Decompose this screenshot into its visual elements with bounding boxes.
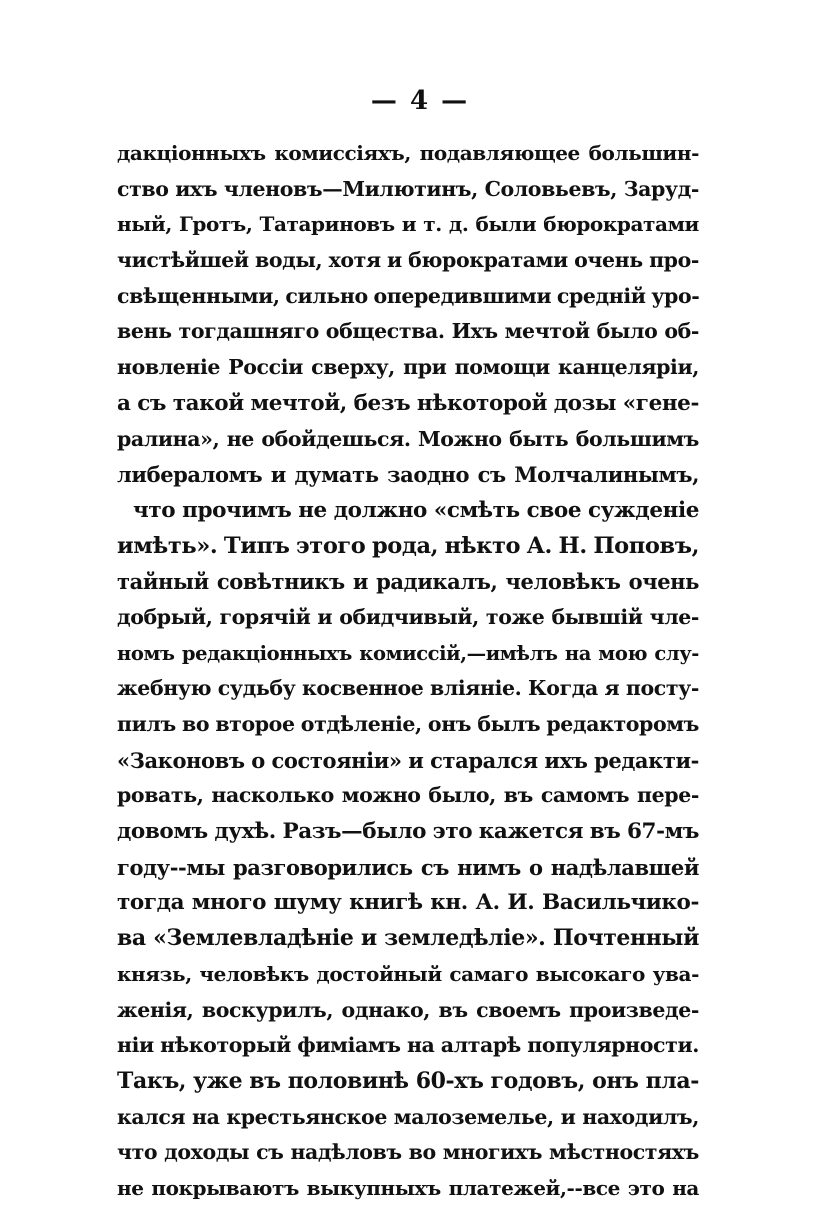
- text-line: имѣть». Типъ этого рода, нѣкто А. Н. Поповъ,: [117, 532, 699, 559]
- text-line: году--мы разговорились съ нимъ о надѣлавшей: [117, 854, 699, 880]
- text-line: тогда много шуму книгѣ кн. А. И. Васильчико-: [117, 890, 699, 916]
- text-line: что прочимъ не должно «смѣть свое сужденіе: [133, 497, 699, 523]
- text-line: ный, Гротъ, Татариновъ и т. д. были бюрократами: [117, 212, 699, 237]
- text-line: довомъ духѣ. Разъ—было это кажется въ 67-мъ: [117, 819, 699, 845]
- text-line: Такъ, уже въ половинѣ 60-хъ годовъ, онъ пла-: [117, 1067, 699, 1094]
- text-line: ніи нѣкоторый фиміамъ на алтарѣ популярности.: [117, 1033, 699, 1058]
- text-line: ство ихъ членовъ—Милютинъ, Соловьевъ, Заруд-: [117, 176, 699, 201]
- text-line: ровать, насколько можно было, въ самомъ пере-: [117, 783, 699, 808]
- text-line: ва «Землевладѣніе и земледѣліе». Почтенный: [117, 925, 699, 952]
- text-line: князь, человѣкъ достойный самаго высокаго ува-: [117, 961, 699, 986]
- body-text: [117, 136, 699, 1207]
- text-line: а съ такой мечтой, безъ нѣкоторой дозы «гене-: [117, 390, 699, 416]
- text-line: пилъ во второе отдѣленіе, онъ былъ редакторомъ: [117, 712, 699, 736]
- text-line: чистѣйшей воды, хотя и бюрократами очень про-: [117, 248, 699, 273]
- text-line: дакціонныхъ комиссіяхъ, подавляющее большин-: [117, 141, 699, 165]
- text-line: добрый, горячій и обидчивый, тоже бывшiй чле-: [117, 604, 699, 629]
- text-line: «Законовъ о состояніи» и старался ихъ редакти-: [117, 747, 699, 773]
- text-line: что доходы съ надѣловъ во многихъ мѣстностяхъ: [117, 1140, 699, 1165]
- text-line: кался на крестьянское малоземелье, и находилъ,: [117, 1104, 699, 1129]
- text-line: номъ редакціонныхъ комиссій,—имѣлъ на мою слу-: [117, 641, 699, 665]
- text-line: вень тогдашняго общества. Ихъ мечтой было об-: [117, 319, 699, 344]
- text-line: свѣщенными, сильно опередившими среднiй уро-: [117, 283, 700, 308]
- text-line: новленіе Россіи сверху, при помощи канцеляріи,: [117, 355, 699, 380]
- text-line: женія, воскурилъ, однако, въ своемъ произведе-: [117, 997, 699, 1022]
- page-number: — 4 —: [370, 86, 470, 116]
- text-line: жебную судьбу косвенное вліяніе. Когда я посту-: [117, 676, 699, 701]
- text-line: либераломъ и думать заодно съ Молчалинымъ,: [117, 462, 699, 488]
- text-line: тайный совѣтникъ и радикалъ, человѣкъ очень: [117, 569, 699, 595]
- text-line: не покрываютъ выкупныхъ платежей,--все это на: [117, 1175, 699, 1200]
- text-line: ралина», не обойдешься. Можно быть большимъ: [117, 426, 699, 451]
